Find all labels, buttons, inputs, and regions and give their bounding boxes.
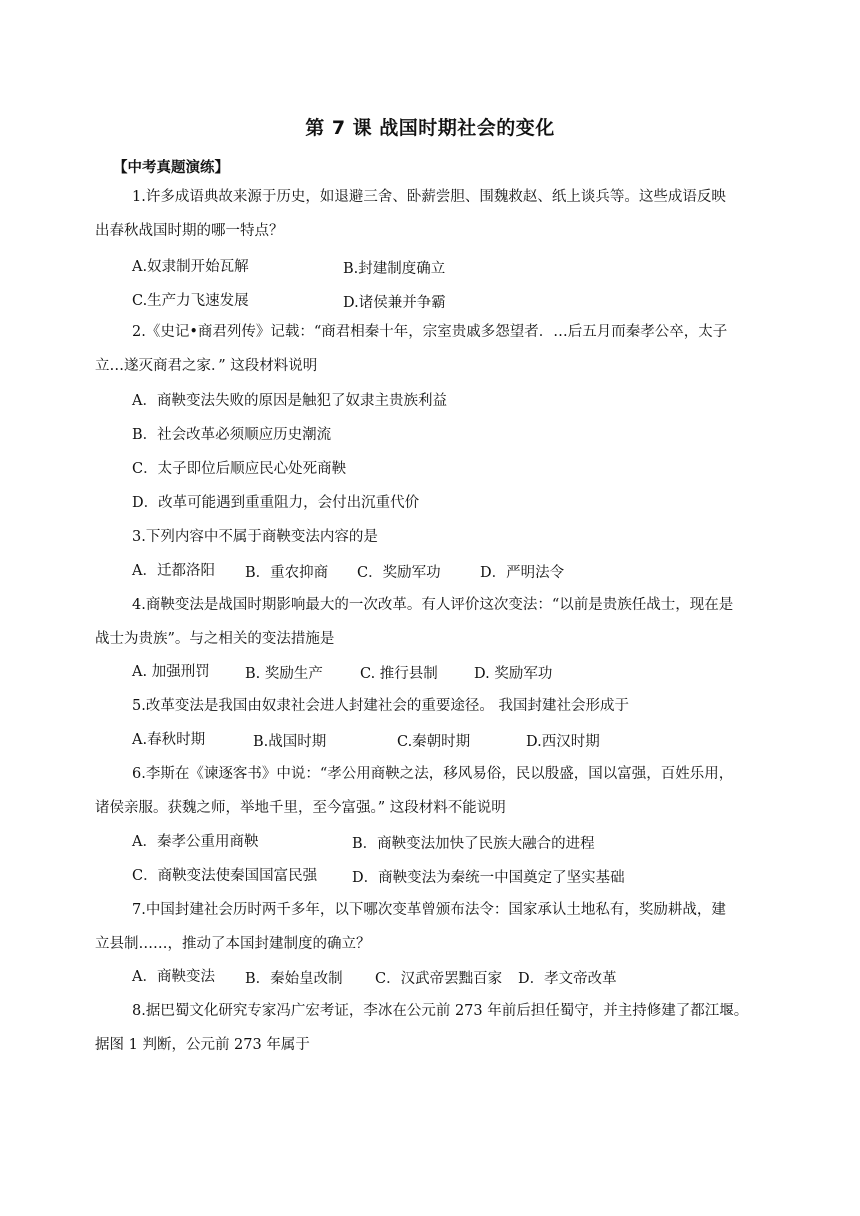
question-4-line-1: 4.商鞅变法是战国时期影响最大的一次改革。有人评价这次变法：“以前是贵族任战士，现在是 [132,597,734,613]
question-4-option-d: D. 奖励军功 [474,666,553,682]
question-8-line-1: 8.据巴蜀文化研究专家冯广宏考证，李冰在公元前 273 年前后担任蜀守，并主持修建了都江堰。 [132,1003,749,1019]
question-7-line-1: 7.中国封建社会历时两千多年，以下哪次变革曾颁布法令：国家承认土地私有，奖励耕战，建 [132,902,726,918]
question-6-option-b: B．商鞅变法加快了民族大融合的进程 [352,836,595,852]
question-2-option-a: A．商鞅变法失败的原因是触犯了奴隶主贵族利益 [132,393,447,409]
question-4-option-a: A. 加强刑罚 [132,664,210,680]
question-2-line-1: 2.《史记•商君列传》记载：“商君相秦十年，宗室贵戚多怨望者．…后五月而秦孝公卒，太子 [132,324,728,340]
question-4-option-b: B. 奖励生产 [245,666,323,682]
question-8-line-2: 据图 1 判断，公元前 273 年属于 [95,1037,310,1053]
question-7-line-2: 立县制……，推动了本国封建制度的确立？ [95,936,371,952]
question-1-option-b: B.封建制度确立 [343,261,446,277]
question-7-option-a: A．商鞅变法 [132,969,215,985]
question-7-option-c: C．汉武帝罢黜百家 [375,971,503,987]
question-2-option-c: C．太子即位后顺应民心处死商鞅 [132,461,347,477]
question-5-option-a: A.春秋时期 [132,732,206,748]
question-7-option-d: D．孝文帝改革 [518,971,617,987]
question-1-option-a: A.奴隶制开始瓦解 [132,259,249,275]
question-6-option-a: A．秦孝公重用商鞅 [132,834,259,850]
question-1-option-c: C.生产力飞速发展 [132,293,249,309]
question-5-option-b: B.战国时期 [253,734,327,750]
question-5-line-1: 5.改革变法是我国由奴隶社会进人封建社会的重要途径。 我国封建社会形成于 [132,698,629,714]
question-3-option-d: D．严明法令 [480,565,565,581]
question-2-option-d: D．改革可能遇到重重阻力，会付出沉重代价 [132,495,420,511]
question-7-option-b: B．秦始皇改制 [245,971,343,987]
question-4-line-2: 战士为贵族”。与之相关的变法措施是 [95,631,335,647]
question-4-option-c: C. 推行县制 [360,666,438,682]
question-2-line-2: 立…遂灭商君之家．” 这段材料说明 [95,358,318,374]
question-5-option-c: C.秦朝时期 [397,734,471,750]
question-3-line-1: 3.下列内容中不属于商鞅变法内容的是 [132,529,378,545]
page-title: 第 7 课 战国时期社会的变化 [305,117,555,139]
question-2-option-b: B．社会改革必须顺应历史潮流 [132,427,332,443]
question-5-option-d: D.西汉时期 [526,734,600,750]
question-1-line-2: 出春秋战国时期的哪一特点？ [95,223,284,239]
question-6-option-d: D．商鞅变法为秦统一中国奠定了坚实基础 [352,870,625,886]
question-1-option-d: D.诸侯兼并争霸 [343,295,446,311]
question-1-line-1: 1.许多成语典故来源于历史，如退避三舍、卧薪尝胆、围魏救赵、纸上谈兵等。这些成语反映 [132,189,726,205]
question-6-line-1: 6.李斯在《谏逐客书》中说：“孝公用商鞅之法，移风易俗，民以殷盛，国以富强，百姓乐用， [132,766,734,782]
section-heading: 【中考真题演练】 [113,160,229,176]
question-3-option-b: B．重农抑商 [245,565,329,581]
question-3-option-c: C．奖励军功 [357,565,441,581]
question-6-option-c: C．商鞅变法使秦国国富民强 [132,868,318,884]
question-3-option-a: A．迁都洛阳 [132,563,215,579]
question-6-line-2: 诸侯亲服。获魏之师，举地千里，至今富强。” 这段材料不能说明 [95,800,506,816]
